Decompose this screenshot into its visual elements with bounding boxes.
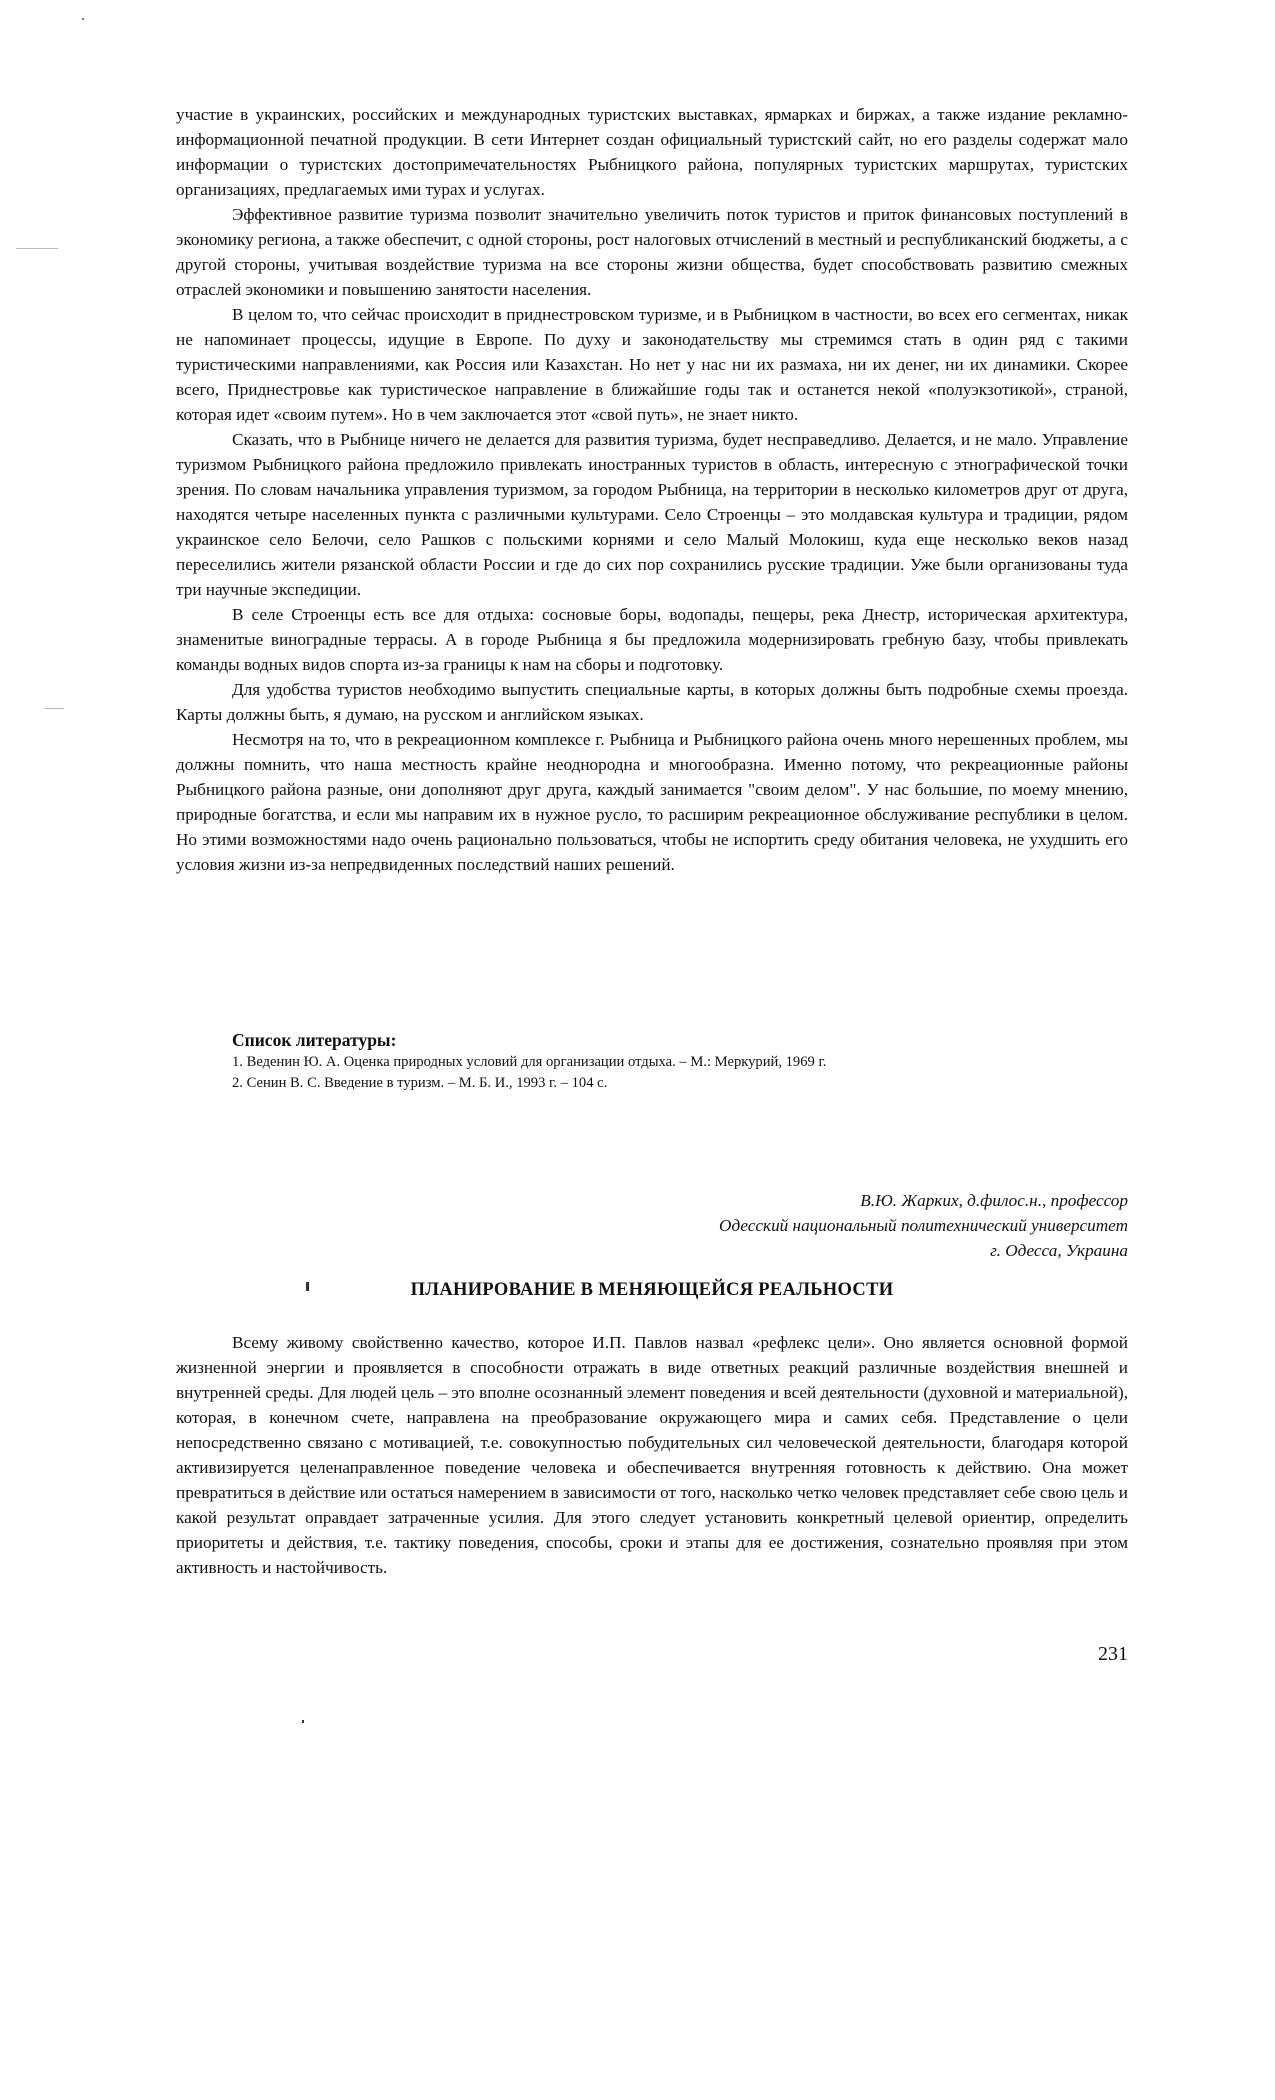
paragraph: Для удобства туристов необходимо выпустить специальные карты, в которых должны быть подробные схемы проезда. Карты должны быть, я думаю, на русском и английском языках. [176, 680, 1128, 724]
scan-speck [16, 248, 58, 249]
page-number: 231 [1098, 1643, 1128, 1665]
scan-speck [306, 1282, 309, 1291]
article-body [176, 1330, 1128, 1580]
article-title: ПЛАНИРОВАНИЕ В МЕНЯЮЩЕЙСЯ РЕАЛЬНОСТИ [410, 1280, 894, 1300]
paragraph: Эффективное развитие туризма позволит значительно увеличить поток туристов и приток финансовых поступлений в экономику региона, а также обеспечит, с одной стороны, рост налоговых отчислений в местный и республиканский бюджеты, а с другой стороны, учитывая воздействие туризма на все стороны жизни общества, будет способствовать развитию смежных отраслей экономики и повышению занятости населения. [176, 205, 1128, 299]
scan-speck [44, 708, 64, 709]
paragraph: Всему живому свойственно качество, которое И.П. Павлов назвал «рефлекс цели». Оно является основной формой жизненной энергии и проявляется в способности отражать в виде ответных реакций различные воздействия внешней и внутренней среды. Для людей цель – это вполне осознанный элемент поведения и всей деятельности (духовной и материальной), которая, в конечном счете, направлена на преобразование окружающего мира и самих себя. Представление о цели непосредственно связано с мотивацией, т.е. совокупностью побудительных сил человеческой деятельности, благодаря которой активизируется целенаправленное поведение человека и обеспечивается внутренняя готовность к действию. Она может превратиться в действие или остаться намерением в зависимости от того, насколько четко человек представляет себе свою цель и какой результат оправдает затраченные усилия. Для этого следует установить конкретный целевой ориентир, определить приоритеты и действия, т.е. тактику поведения, способы, сроки и этапы для ее достижения, сознательно проявляя при этом активность и настойчивость. [176, 1333, 1128, 1577]
reference-item: 2. Сенин В. С. Введение в туризм. – М. Б. И., 1993 г. – 104 с. [232, 1075, 608, 1091]
paragraph: Сказать, что в Рыбнице ничего не делается для развития туризма, будет несправедливо. Делается, и не мало. Управление туризмом Рыбницкого района предложило привлекать иностранных туристов в область, интересную с этнографической точки зрения. По словам начальника управления туризмом, за городом Рыбница, на территории в несколько километров друг от друга, находятся четыре населенных пункта с различными культурами. Село Строенцы – это молдавская культура и традиции, рядом украинское село Белочи, село Рашков с польскими корнями и село Малый Молокиш, куда еще несколько веков назад переселились жители рязанской области России и где до сих пор сохранились русские традиции. Уже были организованы туда три научные экспедиции. [176, 430, 1128, 599]
paragraph: В селе Строенцы есть все для отдыха: сосновые боры, водопады, пещеры, река Днестр, историческая архитектура, знаменитые виноградные террасы. А в городе Рыбница я бы предложила модернизировать гребную базу, чтобы привлекать команды водных видов спорта из-за границы к нам на сборы и подготовку. [176, 605, 1128, 674]
continued-article [176, 102, 1128, 877]
author-name: В.Ю. Жарких, д.филос.н., профессор [860, 1191, 1128, 1210]
paragraph: Несмотря на то, что в рекреационном комплексе г. Рыбница и Рыбницкого района очень много нерешенных проблем, мы должны помнить, что наша местность крайне неоднородна и многообразна. Именно потому, что рекреационные районы Рыбницкого района разные, они дополняют друг друга, каждый занимается "своим делом". У нас большие, по моему мнению, природные богатства, и если мы направим их в нужное русло, то расширим рекреационное обслуживание республики в целом. Но этими возможностями надо очень рационально пользоваться, чтобы не испортить среду обитания человека, не ухудшить его условия жизни из-за непредвиденных последствий наших решений. [176, 730, 1128, 874]
paragraph: В целом то, что сейчас происходит в приднестровском туризме, и в Рыбницком в частности, во всех его сегментах, никак не напоминает процессы, идущие в Европе. По духу и законодательству мы стремимся стать в один ряд с такими туристическими направлениями, как Россия или Казахстан. Но нет у нас ни их размаха, ни их денег, ни их динамики. Скорее всего, Приднестровье как туристическое направление в ближайшие годы так и останется некой «полуэкзотикой», страной, которая идет «своим путем». Но в чем заключается этот «свой путь», не знает никто. [176, 305, 1128, 424]
reference-item: 1. Веденин Ю. А. Оценка природных условий для организации отдыха. – М.: Меркурий, 1969 г. [232, 1054, 827, 1070]
scan-speck [82, 18, 84, 20]
author-city: г. Одесса, Украина [990, 1241, 1128, 1260]
article-title-block [176, 1280, 1128, 1301]
article-byline [176, 1188, 1128, 1263]
references-title: Список литературы: [232, 1030, 397, 1050]
author-affiliation: Одесский национальный политехнический университет [719, 1216, 1128, 1235]
scan-speck [302, 1720, 304, 1723]
references-section [176, 1028, 1128, 1094]
paragraph: участие в украинских, российских и международных туристских выставках, ярмарках и биржах, а также издание рекламно-информационной печатной продукции. В сети Интернет создан официальный туристский сайт, но его разделы содержат мало информации о туристских достопримечательностях Рыбницкого района, популярных туристских маршрутах, туристских организациях, предлагаемых ими турах и услугах. [176, 105, 1128, 199]
